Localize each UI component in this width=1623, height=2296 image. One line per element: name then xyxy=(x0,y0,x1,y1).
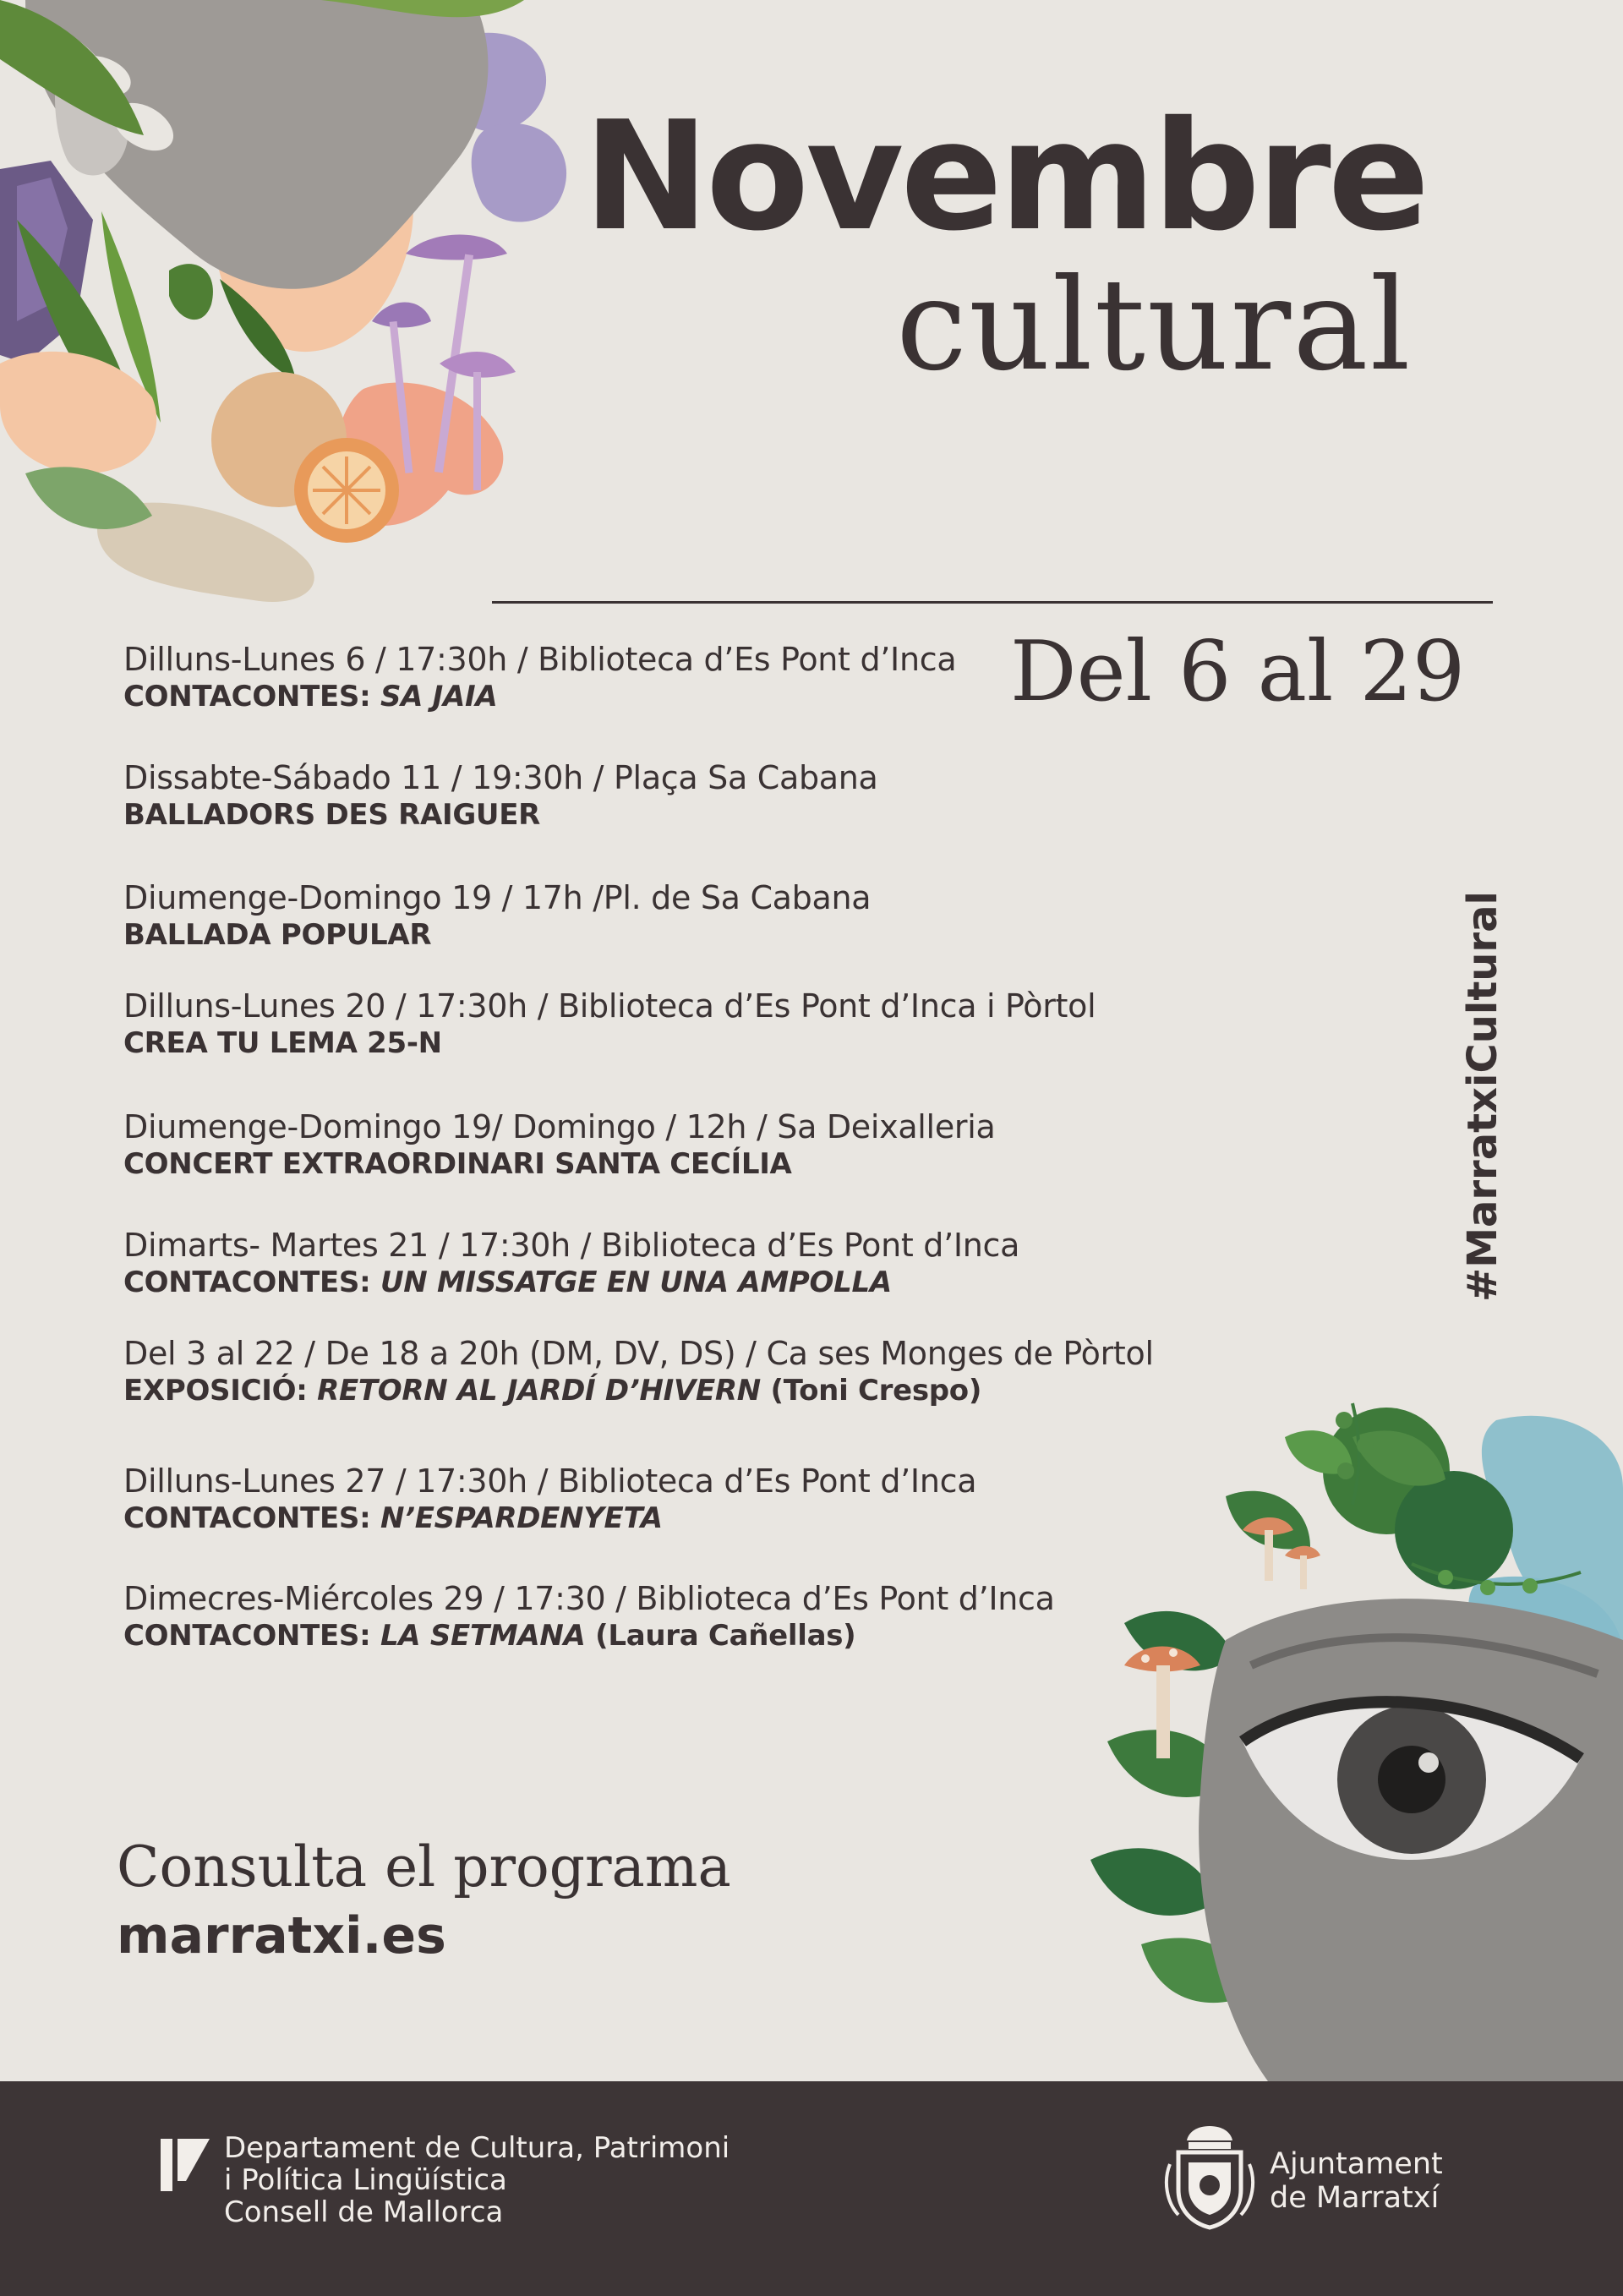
event-author: (Laura Cañellas) xyxy=(595,1619,856,1653)
event-name: N’ESPARDENYETA xyxy=(380,1501,663,1535)
event-name: UN MISSATGE EN UNA AMPOLLA xyxy=(380,1266,892,1299)
dept-line: Consell de Mallorca xyxy=(224,2195,504,2229)
event-title: BALLADA POPULAR xyxy=(123,918,432,952)
event-details: Diumenge-Domingo 19/ Domingo / 12h / Sa Deixalleria xyxy=(123,1108,996,1145)
event-details: Dilluns-Lunes 27 / 17:30h / Biblioteca d’Es Pont d’Inca xyxy=(123,1462,977,1500)
website-link[interactable]: marratxi.es xyxy=(117,1906,446,1965)
ajuntament-marratxi-shield xyxy=(1163,2122,1256,2232)
event-item xyxy=(123,987,1096,1062)
dept-line: i Política Lingüística xyxy=(224,2163,507,2197)
event-title: CREA TU LEMA 25-N xyxy=(123,1026,442,1060)
subtitle: cultural xyxy=(896,252,1413,399)
event-title xyxy=(123,1500,976,1537)
ajun-line: Ajuntament xyxy=(1270,2147,1443,2181)
ajuntament-credit xyxy=(1270,2147,1443,2215)
event-item xyxy=(123,1108,995,1183)
hashtag: #MarratxiCultural xyxy=(1459,891,1506,1302)
consell-mallorca-logo xyxy=(161,2139,210,2191)
event-item xyxy=(123,759,878,834)
event-name: RETORN AL JARDÍ D’HIVERN xyxy=(317,1374,761,1408)
event-item xyxy=(123,1580,1055,1654)
event-details: Del 3 al 22 / De 18 a 20h (DM, DV, DS) / Ca ses Monges de Pòrtol xyxy=(123,1335,1154,1372)
event-title xyxy=(123,678,956,715)
event-title: BALLADORS DES RAIGUER xyxy=(123,798,541,832)
event-title: CONCERT EXTRAORDINARI SANTA CECÍLIA xyxy=(123,1147,792,1181)
title: Novembre xyxy=(583,89,1427,264)
event-name: SA JAIA xyxy=(380,680,498,713)
event-item xyxy=(123,1227,1019,1301)
date-range: Del 6 al 29 xyxy=(1010,624,1466,720)
event-category: EXPOSICIÓ: xyxy=(123,1374,308,1408)
event-author: (Toni Crespo) xyxy=(770,1374,982,1408)
hand-leaves-mushrooms-collage xyxy=(0,0,592,609)
dept-line: Departament de Cultura, Patrimoni xyxy=(224,2131,730,2165)
event-item xyxy=(123,641,956,715)
event-category: CONTACONTES: xyxy=(123,1266,371,1299)
event-details: Dimarts- Martes 21 / 17:30h / Biblioteca d’Es Pont d’Inca xyxy=(123,1227,1020,1264)
event-title xyxy=(123,1372,1154,1409)
event-category: CONTACONTES: xyxy=(123,1501,371,1535)
event-category: CONTACONTES: xyxy=(123,1619,371,1653)
ajun-line: de Marratxí xyxy=(1270,2181,1440,2215)
event-details: Dimecres-Miércoles 29 / 17:30 / Biblioteca d’Es Pont d’Inca xyxy=(123,1580,1055,1617)
event-details: Dissabte-Sábado 11 / 19:30h / Plaça Sa Cabana xyxy=(123,759,878,796)
event-title xyxy=(123,1264,1019,1301)
department-credit xyxy=(224,2132,730,2228)
event-title xyxy=(123,1617,1055,1654)
event-item xyxy=(123,1462,976,1537)
event-category: CONTACONTES: xyxy=(123,680,371,713)
event-details: Diumenge-Domingo 19 / 17h /Pl. de Sa Cabana xyxy=(123,879,872,916)
consulta-text: Consulta el programa xyxy=(117,1834,731,1900)
event-name: LA SETMANA xyxy=(380,1619,586,1653)
event-details: Dilluns-Lunes 6 / 17:30h / Biblioteca d’Es Pont d’Inca xyxy=(123,641,957,678)
eye-leaves-mushrooms-collage xyxy=(1074,1386,1623,2081)
divider xyxy=(492,601,1493,604)
event-item xyxy=(123,879,871,954)
event-item xyxy=(123,1335,1154,1409)
event-details: Dilluns-Lunes 20 / 17:30h / Biblioteca d’Es Pont d’Inca i Pòrtol xyxy=(123,987,1096,1025)
